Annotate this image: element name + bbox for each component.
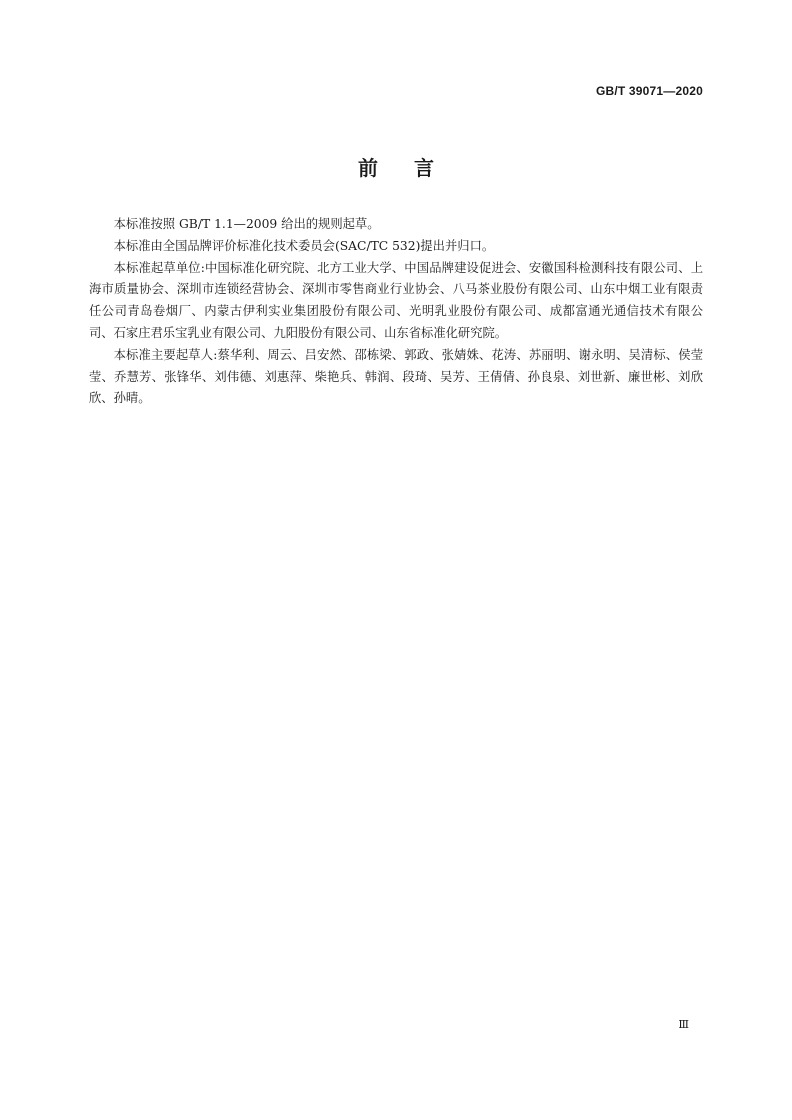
page-title: 前言 [358, 156, 470, 180]
standard-code: GB/T 39071—2020 [595, 84, 703, 98]
page-number: Ⅲ [678, 1018, 689, 1031]
paragraph-drafting-units: 本标准起草单位:中国标准化研究院、北方工业大学、中国品牌建设促进会、安徽国科检测科技有限公司、上海市质量协会、深圳市连锁经营协会、深圳市零售商业行业协会、八马茶业股份有限公司、山东中烟工业有限责任公司青岛卷烟厂、内蒙古伊利实业集团股份有限公司、光明乳业股份有限公司、成都富通光通信技术有限公司、石家庄君乐宝乳业有限公司、九阳股份有限公司、山东省标准化研究院。 [89, 260, 703, 340]
paragraph-drafting-rules: 本标准按照 GB/T 1.1—2009 给出的规则起草。 [113, 217, 380, 231]
foreword-body [89, 214, 703, 410]
paragraph-drafters: 本标准主要起草人:蔡华利、周云、吕安然、邵栋梁、郭政、张婧姝、花涛、苏丽明、谢永明、吴清标、侯莹莹、乔慧芳、张锋华、刘伟德、刘惠萍、柴艳兵、韩润、段琦、吴芳、王倩倩、孙良泉、刘世新、廉世彬、刘欣欣、孙晴。 [89, 347, 703, 406]
paragraph-proposer: 本标准由全国品牌评价标准化技术委员会(SAC/TC 532)提出并归口。 [113, 238, 495, 253]
